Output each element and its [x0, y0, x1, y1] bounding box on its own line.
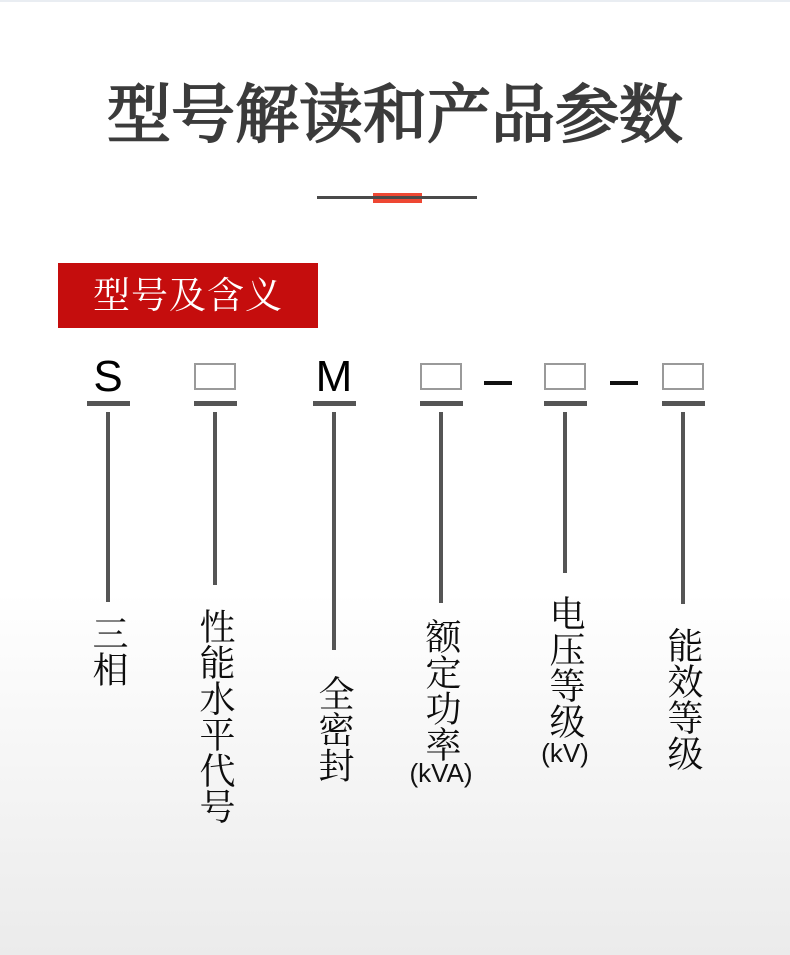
underline-bar [87, 401, 130, 406]
connector-line [106, 412, 110, 602]
connector-line [681, 412, 685, 604]
underline-bar [662, 401, 705, 406]
connector-line [213, 412, 217, 585]
underline-bar [313, 401, 356, 406]
connector-line [332, 412, 336, 650]
column-label: 性能水平代号 [195, 608, 236, 824]
connector-line [563, 412, 567, 573]
model-code-column-power [381, 350, 501, 910]
column-label: 额定功率 [421, 618, 462, 762]
underline-bar [544, 401, 587, 406]
connector-line [439, 412, 443, 603]
model-code-column-voltage [505, 350, 625, 910]
code-letter: S [93, 352, 123, 401]
column-label: 全密封 [314, 675, 355, 783]
page-title: 型号解读和产品参数 [107, 79, 683, 151]
underline-bar [194, 401, 237, 406]
code-placeholder-box [194, 363, 236, 390]
code-placeholder-box [544, 363, 586, 390]
title-divider-line [317, 196, 477, 199]
model-code-column-phase [48, 350, 168, 910]
code-letter: M [315, 352, 353, 401]
column-label: 三相 [88, 615, 129, 687]
top-edge-line [0, 0, 790, 2]
column-label: 能效等级 [663, 627, 704, 771]
code-placeholder-box [420, 363, 462, 390]
column-unit-label: (kVA) [409, 758, 473, 788]
model-code-column-efficiency [623, 350, 743, 910]
model-code-column-sealed [274, 350, 394, 910]
column-label: 电压等级 [545, 595, 586, 739]
underline-bar [420, 401, 463, 406]
model-code-column-performance [155, 350, 275, 910]
section-badge: 型号及含义 [58, 263, 318, 328]
code-placeholder-box [662, 363, 704, 390]
column-unit-label: (kV) [541, 738, 589, 768]
